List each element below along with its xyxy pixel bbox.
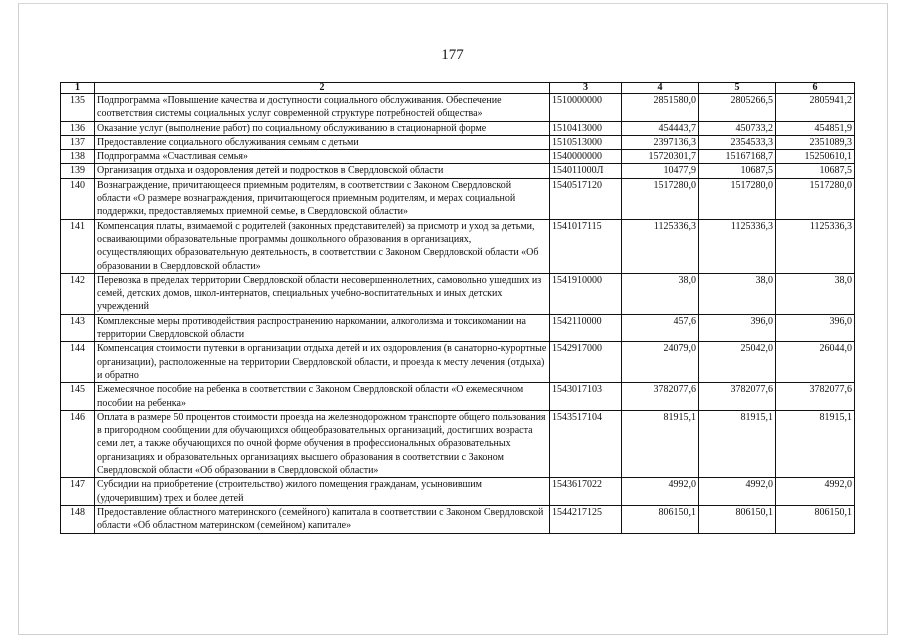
row-code: 1544217125 [550,505,622,533]
row-code: 1542917000 [550,342,622,383]
table-row [61,410,855,477]
row-value-5: 3782077,6 [699,383,776,411]
row-value-5: 38,0 [699,273,776,314]
table-row [61,94,855,122]
row-value-6: 1125336,3 [776,219,855,273]
row-value-5: 15167168,7 [699,150,776,164]
header-cell: 6 [776,83,855,94]
row-code: 1540000000 [550,150,622,164]
table-row [61,342,855,383]
row-value-6: 15250610,1 [776,150,855,164]
header-cell: 4 [622,83,699,94]
row-value-4: 454443,7 [622,121,699,135]
row-name: Предоставление областного материнского (семейного) капитала в соответствии с Законом Свердловской области «Об областном материнском (семейном) капитале» [95,505,550,533]
row-value-6: 81915,1 [776,410,855,477]
row-value-5: 4992,0 [699,478,776,506]
budget-table [60,82,855,534]
row-value-4: 4992,0 [622,478,699,506]
row-name: Предоставление социального обслуживания семьям с детьми [95,135,550,149]
row-value-4: 38,0 [622,273,699,314]
row-name: Ежемесячное пособие на ребенка в соответствии с Законом Свердловской области «О ежемесячном пособии на ребенка» [95,383,550,411]
row-number: 141 [61,219,95,273]
header-cell: 1 [61,83,95,94]
table-row [61,314,855,342]
row-number: 135 [61,94,95,122]
row-value-4: 2851580,0 [622,94,699,122]
row-code: 1543517104 [550,410,622,477]
table-row [61,121,855,135]
row-code: 1510413000 [550,121,622,135]
row-code: 1543617022 [550,478,622,506]
row-number: 142 [61,273,95,314]
row-name: Компенсация стоимости путевки в организации отдыха детей и их оздоровления (в санаторно-курортные организации), расположенные на территории Свердловской области, и проезда к месту лечения (отдыха) и обратно [95,342,550,383]
row-value-6: 4992,0 [776,478,855,506]
row-number: 143 [61,314,95,342]
row-name: Компенсация платы, взимаемой с родителей (законных представителей) за присмотр и уход за детьми, осваивающими образовательные программы дошкольного образования в организациях, осуществляющих образовательную деятельность, в соответствии с Законом Свердловской области «Об образовании в Свердловской области» [95,219,550,273]
row-value-4: 806150,1 [622,505,699,533]
row-value-5: 396,0 [699,314,776,342]
table-row [61,478,855,506]
row-value-5: 10687,5 [699,164,776,178]
row-value-4: 2397136,3 [622,135,699,149]
row-name: Оказание услуг (выполнение работ) по социальному обслуживанию в стационарной форме [95,121,550,135]
row-name: Оплата в размере 50 процентов стоимости проезда на железнодорожном транспорте общего пользования в пригородном сообщении для обучающихся общеобразовательных организаций, достигших возраста семи лет, а также обучающихся по очной форме обучения в профессиональных образовательных организациях и образовательных организациях высшего образования в соответствии с Законом Свердловской области «Об образовании в Свердловской области» [95,410,550,477]
table-row [61,164,855,178]
row-value-6: 10687,5 [776,164,855,178]
row-value-4: 10477,9 [622,164,699,178]
row-name: Субсидии на приобретение (строительство) жилого помещения гражданам, усыновившим (удочерившим) трех и более детей [95,478,550,506]
row-value-6: 396,0 [776,314,855,342]
table-row [61,505,855,533]
row-name: Вознаграждение, причитающееся приемным родителям, в соответствии с Законом Свердловской области «О размере вознаграждения, причитающегося приемным родителям, и мерах социальной поддержки, предоставляемых приемной семье, в Свердловской области» [95,178,550,219]
row-number: 139 [61,164,95,178]
row-name: Подпрограмма «Счастливая семья» [95,150,550,164]
row-code: 1510513000 [550,135,622,149]
row-number: 136 [61,121,95,135]
row-code: 1540517120 [550,178,622,219]
row-name: Комплексные меры противодействия распространению наркомании, алкоголизма и токсикомании на территории Свердловской области [95,314,550,342]
row-value-6: 454851,9 [776,121,855,135]
row-value-4: 1517280,0 [622,178,699,219]
table-row [61,273,855,314]
table-row [61,383,855,411]
row-code: 154011000Л [550,164,622,178]
header-row [61,83,855,94]
row-number: 137 [61,135,95,149]
row-name: Организация отдыха и оздоровления детей и подростков в Свердловской области [95,164,550,178]
row-number: 145 [61,383,95,411]
row-code: 1543017103 [550,383,622,411]
row-name: Перевозка в пределах территории Свердловской области несовершеннолетних, самовольно ушедших из семей, детских домов, школ-интернатов, специальных учебно-воспитательных и иных детских учреждений [95,273,550,314]
header-cell: 5 [699,83,776,94]
table-row [61,178,855,219]
row-value-5: 2354533,3 [699,135,776,149]
row-number: 140 [61,178,95,219]
table-row [61,150,855,164]
table-row [61,135,855,149]
row-value-4: 15720301,7 [622,150,699,164]
row-value-4: 457,6 [622,314,699,342]
row-number: 146 [61,410,95,477]
row-value-6: 806150,1 [776,505,855,533]
header-cell: 2 [95,83,550,94]
row-value-5: 450733,2 [699,121,776,135]
row-value-5: 81915,1 [699,410,776,477]
row-value-6: 2805941,2 [776,94,855,122]
row-number: 148 [61,505,95,533]
row-value-6: 1517280,0 [776,178,855,219]
row-value-4: 1125336,3 [622,219,699,273]
row-number: 144 [61,342,95,383]
table-row [61,219,855,273]
row-value-4: 24079,0 [622,342,699,383]
row-code: 1541910000 [550,273,622,314]
row-value-4: 3782077,6 [622,383,699,411]
row-value-5: 25042,0 [699,342,776,383]
row-value-5: 806150,1 [699,505,776,533]
row-code: 1542110000 [550,314,622,342]
row-value-4: 81915,1 [622,410,699,477]
row-name: Подпрограмма «Повышение качества и доступности социального обслуживания. Обеспечение соответствия системы социальных услуг современной структуре потребностей общества» [95,94,550,122]
row-number: 138 [61,150,95,164]
row-number: 147 [61,478,95,506]
row-code: 1510000000 [550,94,622,122]
row-value-6: 38,0 [776,273,855,314]
row-value-6: 3782077,6 [776,383,855,411]
row-value-5: 1125336,3 [699,219,776,273]
row-value-6: 2351089,3 [776,135,855,149]
page-number: 177 [441,47,464,63]
row-value-5: 2805266,5 [699,94,776,122]
row-value-6: 26044,0 [776,342,855,383]
header-cell: 3 [550,83,622,94]
row-value-5: 1517280,0 [699,178,776,219]
row-code: 1541017115 [550,219,622,273]
